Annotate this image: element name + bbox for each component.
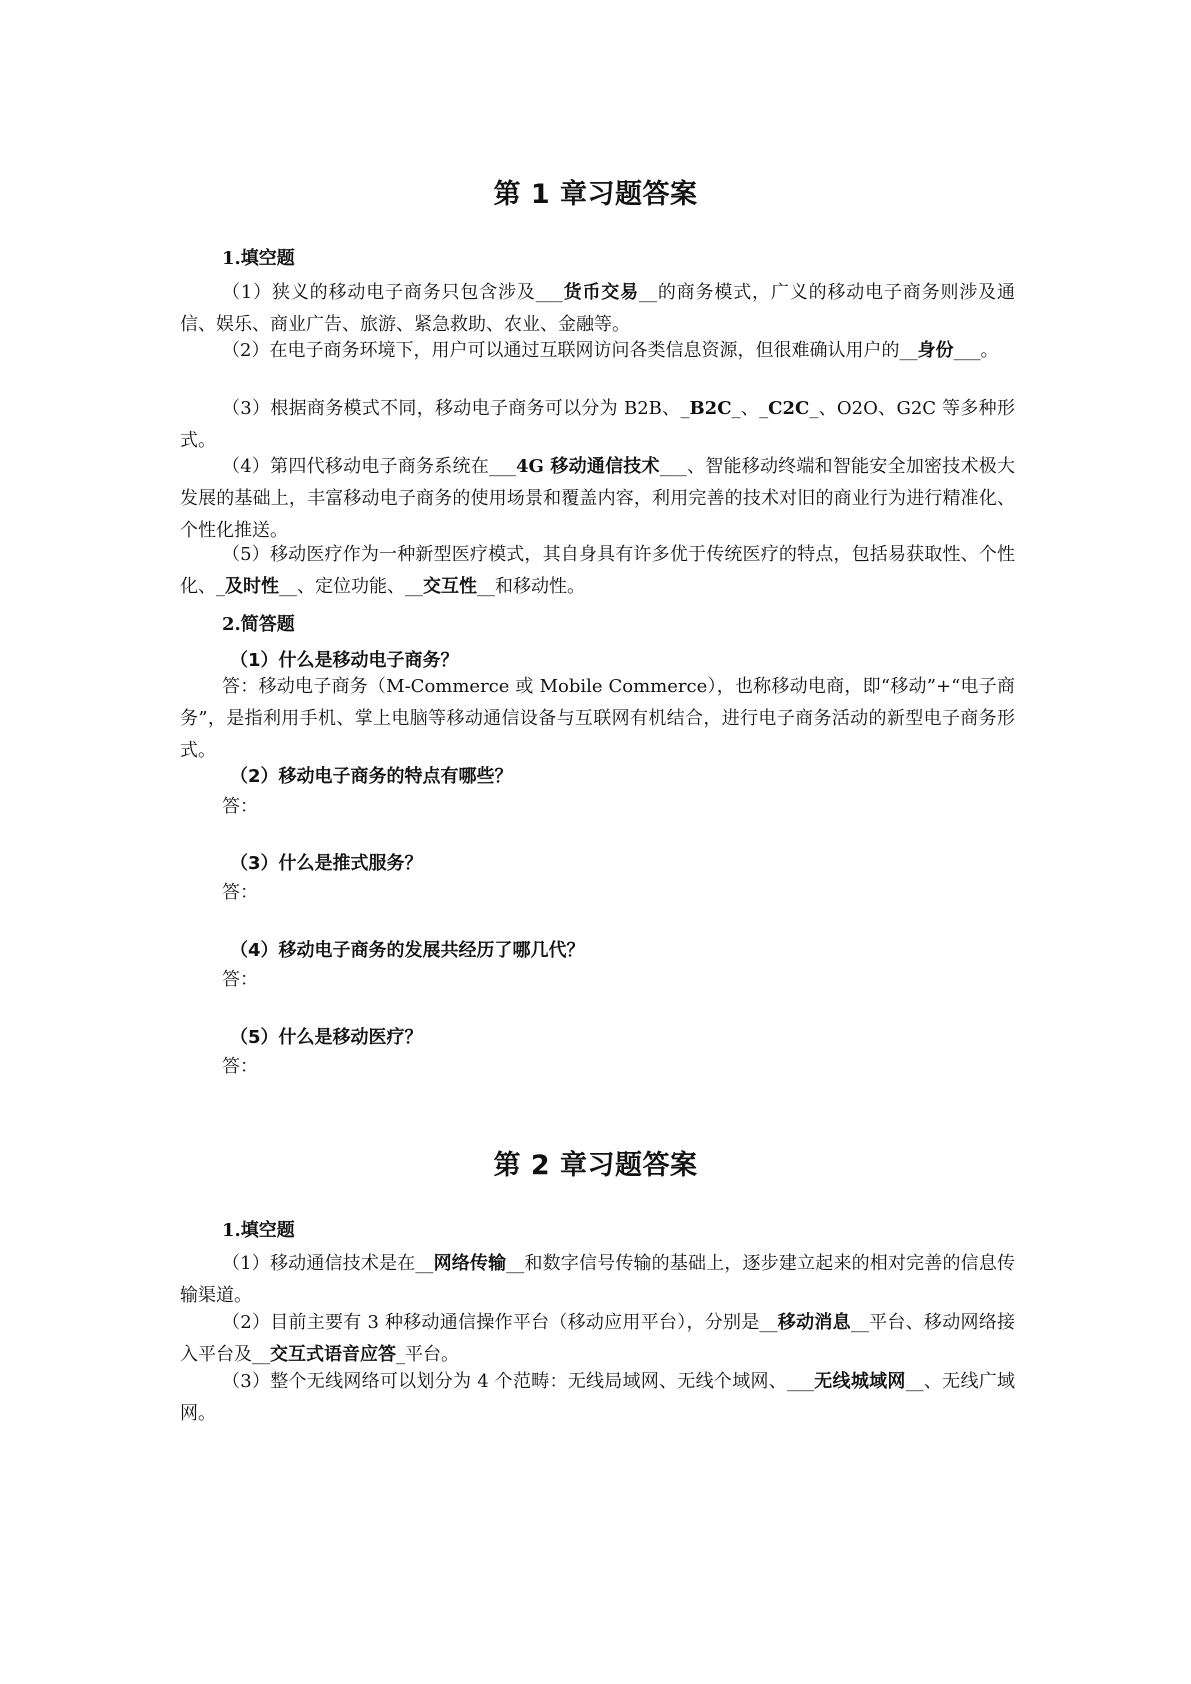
text: （3）根据商务模式不同，移动电子商务可以分为 B2B、	[222, 398, 681, 419]
text: （2）目前主要有 3 种移动通信操作平台（移动应用平台），分别是	[222, 1312, 760, 1333]
text: 、智能移动终端和智能安全加密技术极大发展的基础上，丰富移动电子商务的使用场景和覆盖内容，利用完善的技术对旧的商业行为进行精准化、个性化推送。	[180, 456, 1015, 541]
answer-blank: 4G 移动通信技术	[515, 456, 660, 477]
underscore: _	[759, 398, 769, 419]
text: （3）整个无线网络可以划分为 4 个范畴：无线局域网、无线个域网、	[222, 1371, 788, 1392]
underscore: ___	[488, 456, 516, 477]
underscore: __	[506, 1253, 525, 1274]
answer-blank: 货币交易	[562, 282, 639, 303]
text: （2）在电子商务环境下，用户可以通过互联网访问各类信息资源，但很难确认用户的	[222, 340, 900, 361]
answer-blank: B2C	[689, 398, 732, 419]
underscore: __	[252, 1344, 270, 1365]
underscore: __	[405, 576, 423, 597]
underscore: __	[905, 1371, 924, 1392]
ch1-short-heading: 2.简答题	[222, 614, 295, 635]
ch2-fill-item-1	[180, 1248, 1015, 1312]
text: （1）狭义的移动电子商务只包含涉及	[222, 282, 536, 303]
underscore: __	[477, 576, 495, 597]
underscore: _	[680, 398, 690, 419]
underscore: __	[850, 1312, 869, 1333]
text: （5）移动医疗作为一种新型医疗模式，其自身具有许多优于传统医疗的特点，包括易获取性、个性化、	[180, 544, 1015, 597]
ch1-question-1: （1）什么是移动电子商务？	[230, 650, 459, 671]
ch1-question-3: （3）什么是推式服务？	[230, 853, 423, 874]
text: 和数字信号传输的基础上，逐步建立起来的相对完善的信息传输渠道。	[180, 1253, 1016, 1306]
text: （1）移动通信技术是在	[222, 1253, 416, 1274]
ch1-fill-item-1	[180, 277, 1015, 341]
answer-blank: 身份	[917, 340, 954, 361]
answer-blank: C2C	[768, 398, 810, 419]
underscore: _	[216, 576, 225, 597]
underscore: __	[415, 1253, 434, 1274]
ch1-answer-5: 答：	[222, 1056, 258, 1077]
text: 平台。	[405, 1344, 459, 1365]
underscore: __	[279, 576, 297, 597]
ch1-fill-item-5	[180, 539, 1015, 603]
answer-blank: 网络传输	[433, 1253, 507, 1274]
ch1-question-2: （2）移动电子商务的特点有哪些？	[230, 766, 513, 787]
chapter-1-title: 第 1 章习题答案	[493, 179, 698, 210]
text: 平台、移动网络接入平台及	[180, 1312, 1015, 1365]
text: （4）第四代移动电子商务系统在	[222, 456, 489, 477]
ch1-fill-item-3	[180, 393, 1015, 457]
text: 和移动性。	[495, 576, 585, 597]
underscore: _	[396, 1344, 405, 1365]
ch2-fill-item-3	[180, 1366, 1015, 1430]
underscore: __	[759, 1312, 778, 1333]
ch1-answer-2: 答：	[222, 796, 258, 817]
underscore: ___	[787, 1371, 815, 1392]
answer-blank: 及时性	[225, 576, 279, 597]
answer-blank: 移动消息	[777, 1312, 851, 1333]
underscore: _	[731, 398, 741, 419]
answer-blank: 交互式语音应答	[270, 1344, 396, 1365]
ch1-answer-1: 答：移动电子商务（M-Commerce 或 Mobile Commerce），也称移动电商，即“移动”+“电子商务”，是指利用手机、掌上电脑等移动通信设备与互联网有机结合，进行电子商务活动的新型电子商务形式。	[180, 676, 1015, 761]
answer-blank: 无线城域网	[814, 1371, 906, 1392]
ch1-fill-heading: 1.填空题	[222, 248, 295, 269]
text: 、O2O、G2C 等多种形式。	[180, 398, 1015, 451]
text: 的商务模式，广义的移动电子商务则涉及通信、娱乐、商业广告、旅游、紧急救助、农业、金融等。	[180, 282, 1016, 335]
text: 。	[980, 340, 999, 361]
ch1-question-4: （4）移动电子商务的发展共经历了哪几代？	[230, 940, 585, 961]
text: 、	[740, 398, 760, 419]
text: 、无线广域网。	[180, 1371, 1015, 1424]
answer-blank: 交互性	[423, 576, 477, 597]
ch1-fill-item-2	[180, 335, 1015, 367]
ch2-fill-heading: 1.填空题	[222, 1220, 295, 1241]
underscore: ___	[953, 340, 981, 361]
underscore: __	[639, 282, 657, 303]
underscore: ___	[535, 282, 563, 303]
ch2-fill-item-2	[180, 1307, 1015, 1371]
underscore: ___	[659, 456, 687, 477]
ch1-question-5: （5）什么是移动医疗？	[230, 1027, 423, 1048]
underscore: __	[899, 340, 918, 361]
chapter-2-title: 第 2 章习题答案	[493, 1150, 698, 1181]
underscore: _	[809, 398, 819, 419]
ch1-fill-item-4	[180, 451, 1015, 547]
ch1-answer-3: 答：	[222, 882, 258, 903]
ch1-answer-4: 答：	[222, 969, 258, 990]
text: 、定位功能、	[297, 576, 405, 597]
